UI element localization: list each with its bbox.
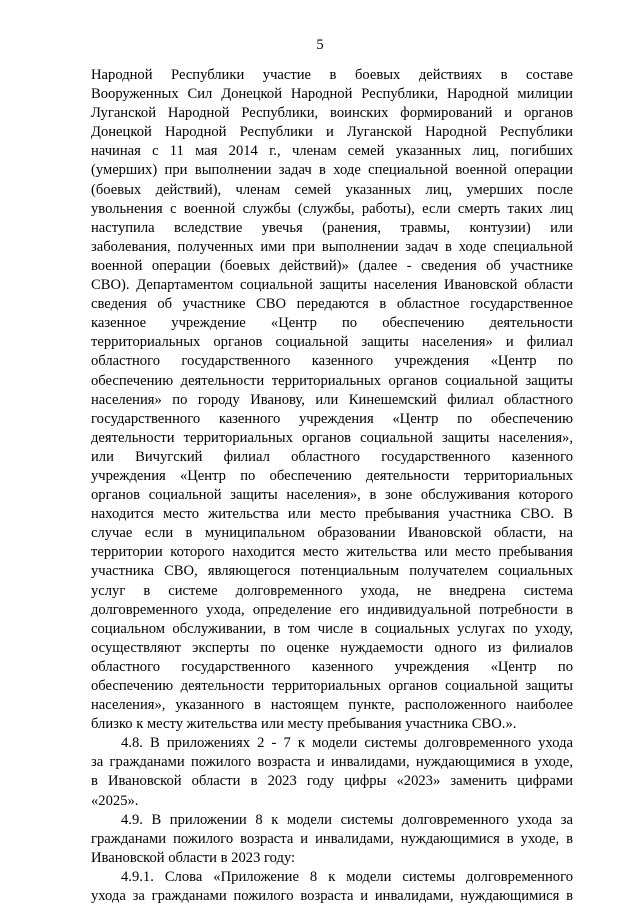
text-line: сведения об участнике СВО передаются в областное государственное [91, 296, 573, 313]
text-line: 4.8. В приложениях 2 - 7 к модели системы долговременного ухода [121, 735, 573, 752]
text-line: территориальных органов социальной защиты населения» и филиал [91, 334, 573, 351]
text-line: участника СВО, являющегося потенциальным получателем социальных [91, 563, 573, 580]
text-line: населения», указанного в настоящем пункте, расположенного наиболее [91, 697, 573, 714]
text-line: начиная с 11 мая 2014 г., членам семей указанных лиц, погибших [91, 143, 573, 160]
text-line: учреждения «Центр по обеспечению деятельности территориальных [91, 467, 573, 484]
text-line: услуг в системе долговременного ухода, не внедрена система [91, 582, 573, 599]
page-number: 5 [316, 37, 324, 53]
text-line: или Вичугский филиал областного государственного казенного [91, 448, 573, 465]
text-line: Донецкой Народной Республики и Луганской Народной Республики [91, 124, 573, 141]
text-line: обеспечению деятельности территориальных органов социальной защиты [91, 372, 573, 389]
text-line: 4.9. В приложении 8 к модели системы долговременного ухода за [121, 811, 573, 828]
text-line: органов социальной защиты населения», в зоне обслуживания которого [91, 487, 573, 504]
text-line: Ивановской области в 2023 году: [91, 849, 296, 866]
text-line: долговременного ухода, определение его индивидуальной потребности в [91, 601, 573, 618]
text-line: осуществляют эксперты по оценке нуждаемости одного из филиалов [91, 639, 573, 656]
text-line: гражданами пожилого возраста и инвалидами, нуждающимися в уходе, в [91, 830, 573, 847]
text-line: увольнения с военной службы (службы, работы), если смерть таких лиц [91, 200, 573, 217]
text-line: в Ивановской области в 2023 году цифры «2023» заменить цифрами [91, 773, 573, 790]
text-line: (умерших) при выполнении задач в ходе специальной военной операции [91, 162, 573, 179]
text-line: деятельности территориальных органов социальной защиты населения», [91, 429, 573, 446]
text-line: (боевых действий), членам семей указанных лиц, умерших после [91, 181, 573, 198]
text-line: находится место жительства или место пребывания участника СВО. В [91, 506, 573, 523]
text-line: областного государственного казенного учреждения «Центр по [91, 353, 573, 370]
text-line: за гражданами пожилого возраста и инвалидами, нуждающимися в уходе, [91, 754, 573, 771]
text-line: наступила вследствие увечья (ранения, травмы, контузии) или [91, 219, 573, 236]
text-line: Народной Республики участие в боевых действиях в составе [91, 67, 573, 83]
text-line: военной операции (боевых действий)» (далее - сведения об участнике [91, 257, 573, 274]
text-line: территории которого находится место жительства или место пребывания [91, 544, 573, 561]
text-line: 4.9.1. Слова «Приложение 8 к модели системы долговременного [121, 868, 573, 885]
text-line: ухода за гражданами пожилого возраста и инвалидами, нуждающимися в [91, 888, 573, 905]
text-line: казенное учреждение «Центр по обеспечению деятельности [91, 315, 573, 332]
text-line: социальном обслуживании, в том числе в социальных услугах по уходу, [91, 620, 573, 637]
text-line: СВО). Департаментом социальной защиты населения Ивановской области [91, 277, 573, 294]
document-body [91, 66, 573, 906]
text-line: случае если в муниципальном образовании Ивановской области, на [91, 525, 573, 542]
text-line: населения» по городу Иванову, или Кинешемский филиал областного [91, 391, 573, 408]
text-line: Луганской Народной Республики, воинских формирований и органов [91, 105, 573, 122]
text-line: «2025». [91, 792, 139, 809]
text-line: областного государственного казенного учреждения «Центр по [91, 658, 573, 675]
text-line: Вооруженных Сил Донецкой Народной Республики, Народной милиции [91, 86, 573, 103]
text-line: близко к месту жительства или месту пребывания участника СВО.». [91, 716, 517, 733]
text-line: обеспечению деятельности территориальных органов социальной защиты [91, 678, 573, 694]
text-line: государственного казенного учреждения «Центр по обеспечению [91, 410, 573, 427]
text-line: заболевания, полученных ими при выполнении задач в ходе специальной [91, 238, 573, 255]
